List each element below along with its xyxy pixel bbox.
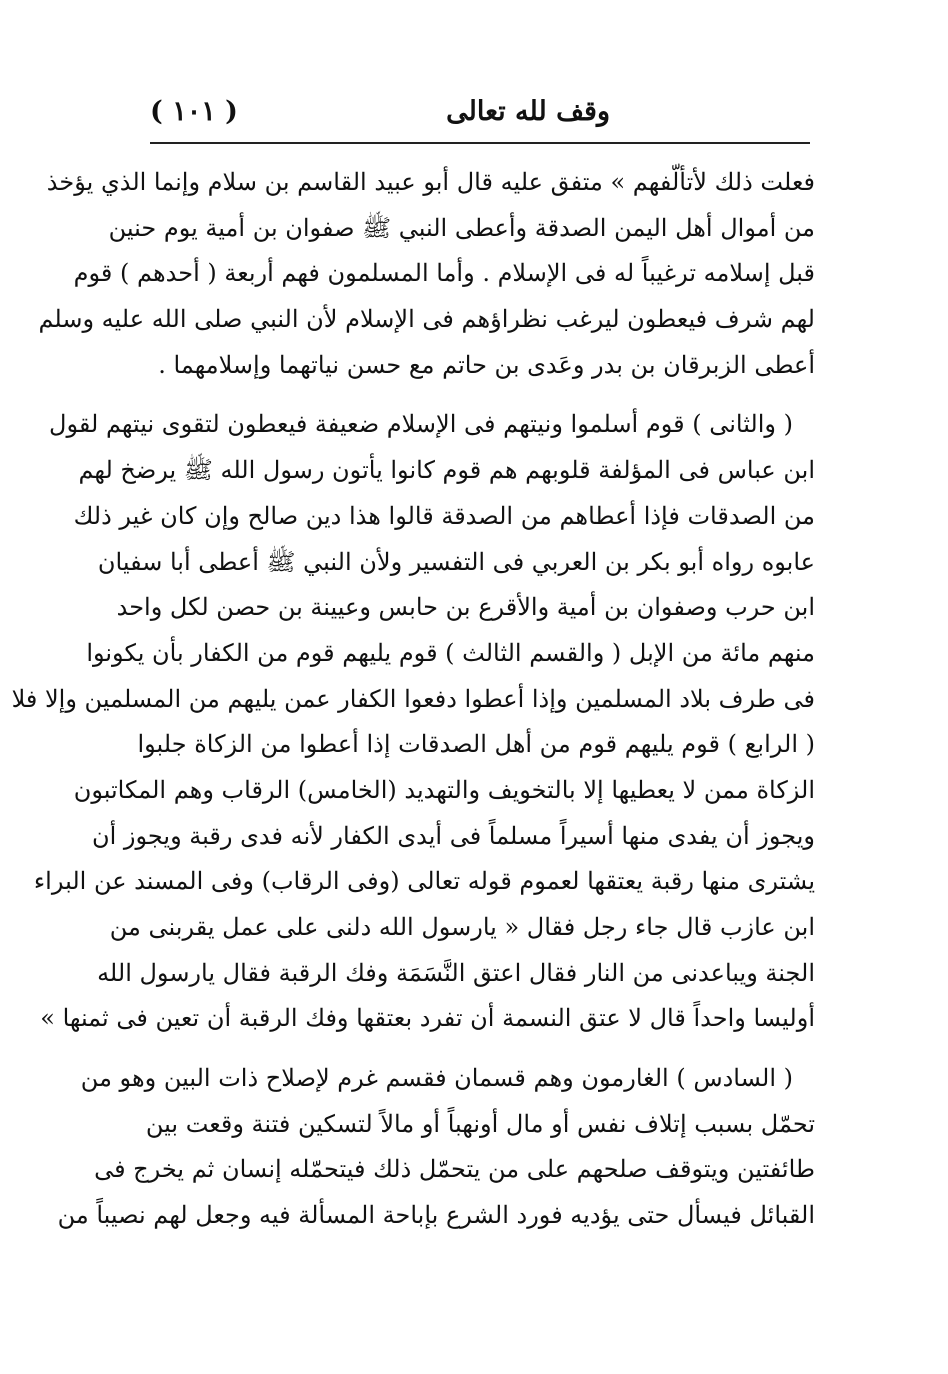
text-line: من أموال أهل اليمن الصدقة وأعطى النبي ﷺ صفوان بن أمية يوم حنين (108, 213, 815, 242)
text-line: ( والثانى ) قوم أسلموا ونيتهم فى الإسلام ضعيفة فيعطون لتقوى نيتهم لقول (49, 410, 793, 439)
text-line: من الصدقات فإذا أعطاهم من الصدقة قالوا هذا دين صالح وإن كان غير ذلك (73, 501, 815, 530)
text-line: تحمّل بسبب إتلاف نفس أو مال أونهباً أو مالاً لتسكين فتنة وقعت بين (145, 1109, 815, 1138)
text-line: ابن حرب وصفوان بن أمية والأقرع بن حابس وعيينة بن حصن لكل واحد (116, 593, 815, 622)
text-line: منهم مائة من الإبل ( والقسم الثالث ) قوم يليهم قوم من الكفار بأن يكونوا (86, 638, 815, 667)
text-line: ابن عباس فى المؤلفة قلوبهم هم قوم كانوا يأتون رسول الله ﷺ يرضخ لهم (78, 456, 815, 485)
text-line: الجنة ويباعدنى من النار فقال اعتق النَّسَمَة وفك الرقبة فقال يارسول الله (97, 958, 815, 987)
paragraph-gap (150, 388, 815, 402)
text-line: ابن عازب قال جاء رجل فقال « يارسول الله دلنى على عمل يقربنى من (109, 913, 815, 941)
paragraph (57, 1056, 815, 1239)
page-header (150, 92, 800, 136)
text-line: يشترى منها رقبة يعتقها لعموم قوله تعالى (وفى الرقاب) وفى المسند عن البراء (33, 867, 815, 896)
text-line: القبائل فيسأل حتى يؤديه فورد الشرع بإباحة المسألة فيه وجعل لهم نصيباً من (57, 1201, 815, 1230)
text-line: ( الرابع ) قوم يليهم قوم من أهل الصدقات إذا أعطوا من الزكاة جلبوا (137, 730, 815, 759)
text-line: فى طرف بلاد المسلمين وإذا أعطوا دفعوا الكفار عمن يليهم من المسلمين وإلا فلا (11, 684, 815, 713)
paragraph-gap (150, 1042, 815, 1056)
text-line: عابوه رواه أبو بكر بن العربي فى التفسير ولأن النبي ﷺ أعطى أبا سفيان (97, 547, 815, 576)
header-rule (150, 142, 810, 144)
text-line: طائفتين ويتوقف صلحهم على من يتحمّل ذلك فيتحمّله إنسان ثم يخرج فى (94, 1155, 815, 1184)
text-line: لهم شرف فيعطون ليرغب نظراؤهم فى الإسلام لأن النبي صلى الله عليه وسلم (38, 305, 815, 334)
text-line: أعطى الزبرقان بن بدر وعَدى بن حاتم مع حسن نياتهما وإسلامهما . (158, 350, 815, 379)
text-line: فعلت ذلك لأتألّفهم » متفق عليه قال أبو عبيد القاسم بن سلام وإنما الذي يؤخذ (46, 168, 815, 196)
text-line: الزكاة ممن لا يعطيها إلا بالتخويف والتهديد (الخامس) الرقاب وهم المكاتبون (73, 775, 815, 804)
text-line: ويجوز أن يفدى منها أسيراً مسلماً فى أيدى الكفار لأنه فدى رقبة ويجوز أن (91, 821, 815, 850)
text-line: قبل إسلامه ترغيباً له فى الإسلام . وأما المسلمون فهم أربعة ( أحدهم ) قوم (73, 259, 815, 288)
page-number: ( ١٠١ ) (150, 96, 238, 127)
paragraph (38, 160, 815, 388)
text-line: أوليسا واحداً قال لا عتق النسمة أن تفرد بعتقها وفك الرقبة أن تعين فى ثمنها » (40, 1004, 815, 1033)
text-line: ( السادس ) الغارمون وهم قسمان فقسم غرم لإصلاح ذات البين وهو من (80, 1064, 793, 1093)
paragraph (11, 402, 815, 1042)
body-text (11, 160, 815, 1239)
running-title: وقف لله تعالى (446, 96, 610, 127)
